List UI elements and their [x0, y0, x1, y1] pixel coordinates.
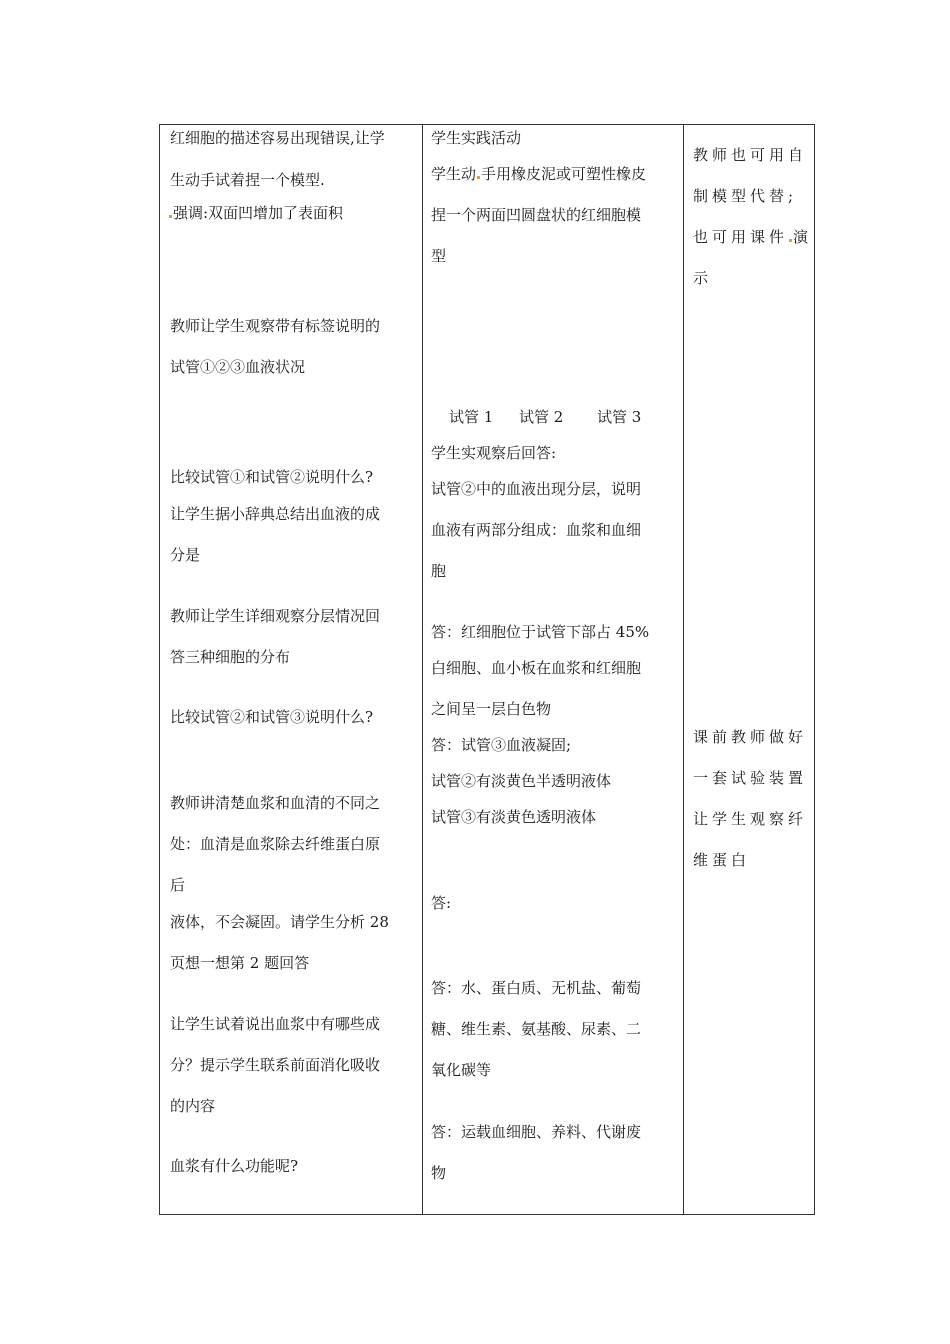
text-line: 答:: [431, 894, 452, 912]
text-span: 演: [793, 228, 813, 246]
text-span: 学生动: [431, 165, 477, 183]
text-line: 糖、维生素、氨基酸、尿素、二: [431, 1020, 642, 1038]
text-line: 答：红细胞位于试管下部占 45%: [431, 623, 650, 641]
text-line: 教师让学生观察带有标签说明的: [170, 317, 381, 335]
text-line: 一套试验装置: [693, 769, 808, 787]
dot-mark-icon: [169, 215, 172, 218]
text-line: 比较试管②和试管③说明什么?: [170, 708, 374, 726]
tube-label-3: 试管 3: [597, 408, 642, 426]
text-span: 强调:双面凹增加了表面积: [173, 204, 344, 222]
text-line: 红细胞的描述容易出现错误,让学: [170, 129, 385, 147]
text-line: [693, 227, 812, 247]
text-line: 答三种细胞的分布: [170, 648, 291, 666]
text-line: 页想一想第 2 题回答: [170, 954, 310, 972]
text-line: [168, 203, 343, 223]
column-divider: [422, 125, 423, 1214]
text-line: 胞: [431, 562, 447, 580]
text-line: 课前教师做好: [693, 728, 808, 746]
text-line: 让学生试着说出血浆中有哪些成: [170, 1015, 381, 1033]
text-line: 试管②有淡黄色半透明液体: [431, 772, 612, 790]
text-line: 制模型代替;: [693, 187, 798, 205]
text-line: 教师讲清楚血浆和血清的不同之: [170, 794, 381, 812]
text-line: 分是: [170, 546, 201, 564]
text-line: 的内容: [170, 1097, 216, 1115]
text-line: 之间呈一层白色物: [431, 700, 552, 718]
text-line: 答：水、蛋白质、无机盐、葡萄: [431, 979, 642, 997]
text-line: 血浆有什么功能呢?: [170, 1157, 299, 1175]
text-line: 教师让学生详细观察分层情况回: [170, 607, 381, 625]
text-line: 生动手试着捏一个模型.: [170, 171, 325, 189]
text-span: 手用橡皮泥或可塑性橡皮: [481, 165, 647, 183]
text-line: 答：试管③血液凝固;: [431, 736, 572, 754]
text-line: 学生实践活动: [431, 129, 522, 147]
text-line: 示: [693, 269, 713, 287]
text-line: 试管③有淡黄色透明液体: [431, 808, 597, 826]
column-divider: [683, 125, 684, 1214]
text-line: 氧化碳等: [431, 1061, 492, 1079]
text-line: 学生实观察后回答:: [431, 444, 557, 462]
dot-mark-icon: [789, 239, 792, 242]
text-line: 试管②中的血液出现分层，说明: [431, 480, 642, 498]
text-line: 液体，不会凝固。请学生分析 28: [170, 913, 389, 931]
text-line: 捏一个两面凹圆盘状的红细胞模: [431, 206, 642, 224]
text-line: 让学生据小辞典总结出血液的成: [170, 505, 381, 523]
text-line: 物: [431, 1164, 447, 1182]
text-line: 教师也可用自: [693, 146, 808, 164]
tube-label-1: 试管 1: [449, 408, 494, 426]
text-span: 也可用课件: [693, 228, 789, 246]
text-line: 血液有两部分组成：血浆和血细: [431, 521, 642, 539]
text-line: 分？提示学生联系前面消化吸收: [170, 1056, 381, 1074]
text-line: 处：血清是血浆除去纤维蛋白原: [170, 835, 381, 853]
text-line: 白细胞、血小板在血浆和红细胞: [431, 659, 642, 677]
text-line: 后: [170, 876, 186, 894]
text-line: 答：运载血细胞、养料、代谢废: [431, 1123, 642, 1141]
tube-label-2: 试管 2: [519, 408, 564, 426]
text-line: 型: [431, 247, 447, 265]
text-line: 维蛋白: [693, 851, 751, 869]
text-line: 试管①②③血液状况: [170, 358, 306, 376]
dot-mark-icon: [477, 176, 480, 179]
text-line: [431, 164, 646, 184]
text-line: 让学生观察纤: [693, 810, 808, 828]
text-line: 比较试管①和试管②说明什么?: [170, 468, 374, 486]
